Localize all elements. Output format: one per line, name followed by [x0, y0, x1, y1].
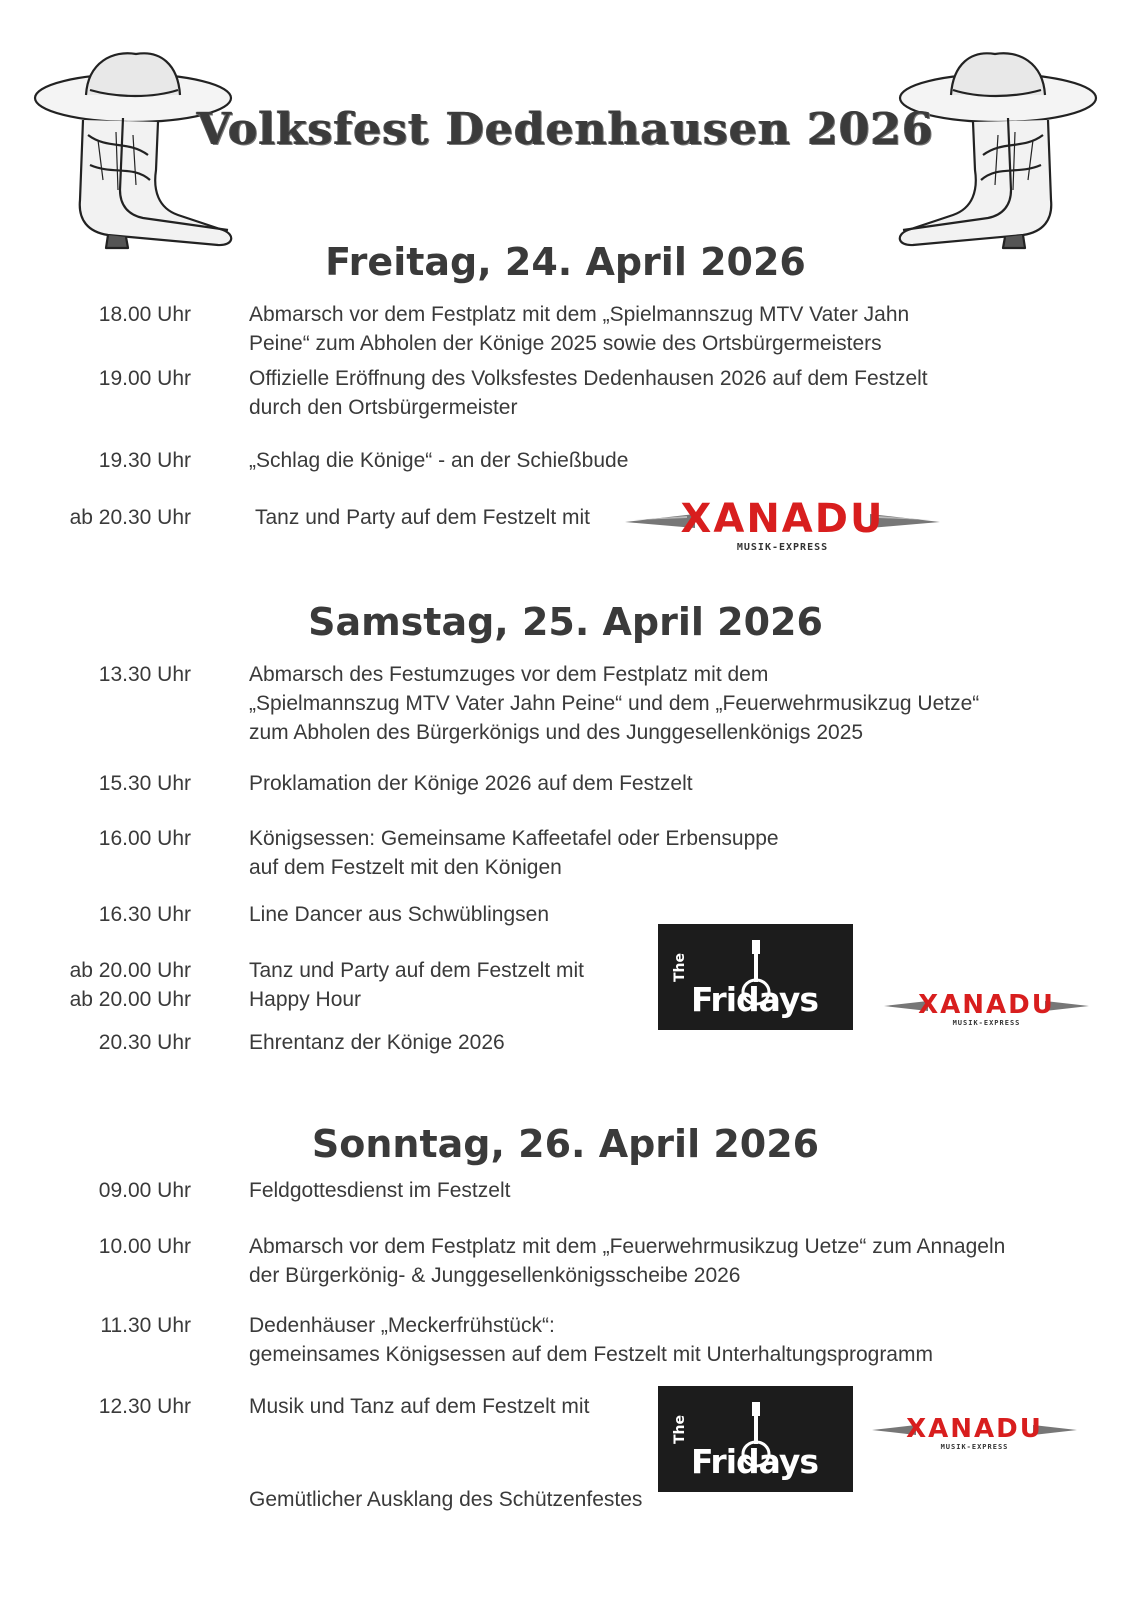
event-time: ab 20.00 Uhr	[69, 959, 191, 982]
xanadu-logo: XANADU MUSIK-EXPRESS	[884, 990, 1089, 1032]
event-description: Musik und Tanz auf dem Festzelt mit	[249, 1395, 590, 1418]
event-description: Happy Hour	[249, 988, 362, 1011]
event-description: Line Dancer aus Schwüblingsen	[249, 903, 550, 926]
event-description: „Schlag die Könige“ - an der Schießbude	[249, 449, 629, 472]
event-description: Tanz und Party auf dem Festzelt mit	[249, 959, 584, 982]
event-description: Königsessen: Gemeinsame Kaffeetafel oder Erbensuppe auf dem Festzelt mit den Königen	[249, 827, 779, 879]
event-time: 20.30 Uhr	[98, 1031, 191, 1054]
event-description: Abmarsch vor dem Festplatz mit dem „Spielmannszug MTV Vater Jahn Peine“ zum Abholen der Könige 2025 sowie des Ortsbürgermeisters	[249, 303, 910, 355]
event-time: 11.30 Uhr	[100, 1314, 191, 1337]
the-fridays-logo: The Fridays	[658, 1386, 853, 1492]
day-heading-sunday: Sonntag, 26. April 2026	[311, 1122, 820, 1166]
event-time: 16.00 Uhr	[98, 827, 191, 850]
event-description: Dedenhäuser „Meckerfrühstück“: gemeinsames Königsessen auf dem Festzelt mit Unterhaltungsprogramm	[249, 1314, 933, 1366]
day-heading-saturday: Samstag, 25. April 2026	[308, 600, 823, 644]
event-description: Tanz und Party auf dem Festzelt mit	[255, 506, 590, 529]
event-time: 09.00 Uhr	[98, 1179, 191, 1202]
event-time: 18.00 Uhr	[98, 303, 191, 326]
day-heading-friday: Freitag, 24. April 2026	[325, 240, 806, 284]
event-time: 12.30 Uhr	[98, 1395, 191, 1418]
xanadu-logo: XANADU MUSIK-EXPRESS	[625, 496, 940, 560]
event-description: Feldgottesdienst im Festzelt	[249, 1179, 511, 1202]
event-time: ab 20.00 Uhr	[69, 988, 191, 1011]
event-time: 15.30 Uhr	[98, 772, 191, 795]
event-time: 10.00 Uhr	[98, 1235, 191, 1258]
event-time: 16.30 Uhr	[98, 903, 191, 926]
event-description: Gemütlicher Ausklang des Schützenfestes	[249, 1488, 643, 1511]
event-description: Offizielle Eröffnung des Volksfestes Dedenhausen 2026 auf dem Festzelt durch den Ortsbürgermeister	[249, 367, 928, 419]
page-title: Volksfest Dedenhausen 2026	[197, 104, 934, 155]
event-description: Abmarsch des Festumzuges vor dem Festplatz mit dem „Spielmannszug MTV Vater Jahn Peine“ und dem „Feuerwehrmusikzug Uetze“ zum Abholen des Bürgerkönigs und des Junggesellenkönigs 2025	[249, 663, 980, 744]
event-description: Ehrentanz der Könige 2026	[249, 1031, 505, 1054]
the-fridays-logo: The Fridays	[658, 924, 853, 1030]
xanadu-logo: XANADU MUSIK-EXPRESS	[872, 1414, 1077, 1456]
event-time: 13.30 Uhr	[98, 663, 191, 686]
event-time: ab 20.30 Uhr	[69, 506, 191, 529]
event-description: Proklamation der Könige 2026 auf dem Festzelt	[249, 772, 693, 795]
event-time: 19.00 Uhr	[98, 367, 191, 390]
event-description: Abmarsch vor dem Festplatz mit dem „Feuerwehrmusikzug Uetze“ zum Annageln der Bürgerkönig- & Junggesellenkönigsscheibe 2026	[249, 1235, 1006, 1287]
event-time: 19.30 Uhr	[98, 449, 191, 472]
